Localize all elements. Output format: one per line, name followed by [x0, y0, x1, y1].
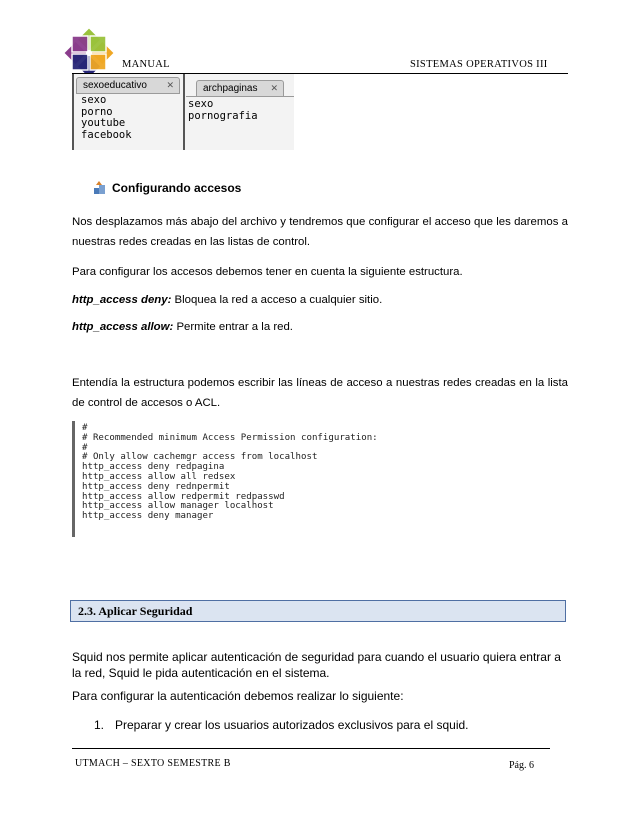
close-icon[interactable]: ✕: [270, 83, 278, 93]
list-item: sexo: [81, 94, 107, 106]
list-item: facebook: [81, 128, 132, 141]
close-icon[interactable]: ✕: [166, 80, 174, 90]
code-line: http_access deny manager: [82, 511, 214, 522]
tab-archpaginas[interactable]: [196, 80, 284, 96]
list-item: sexo: [188, 98, 214, 110]
code-line: #: [82, 442, 88, 453]
code-line: # Recommended minimum Access Permission configuration:: [82, 432, 378, 443]
header-left: MANUAL: [122, 59, 170, 70]
code-line: http_access allow all redsex: [82, 471, 236, 482]
tab-sexoeducativo[interactable]: [76, 77, 180, 93]
list-item: pornografia: [188, 109, 258, 122]
section-title: 2.3. Aplicar Seguridad: [78, 604, 193, 618]
tab-title: archpaginas: [203, 83, 258, 94]
list-archpaginas: [188, 99, 258, 122]
tab-left-border: [72, 74, 74, 150]
code-line: http_access allow manager localhost: [82, 501, 274, 512]
code-line: http_access deny redpagina: [82, 462, 225, 473]
footer-right: Pág. 6: [509, 760, 534, 771]
bullet-icon: [93, 181, 107, 195]
code-block: [82, 424, 378, 522]
body2-paragraph-1: Squid nos permite aplicar autenticación de seguridad para cuando el usuario quiera entrar a la red, Squid le pida autenticación en el sistema.: [72, 650, 561, 680]
footer-left: UTMACH – SEXTO SEMESTRE B: [75, 758, 231, 769]
list-item: porno: [81, 105, 113, 118]
list-sexoeducativo: [81, 95, 132, 141]
paragraph-3: [72, 290, 568, 310]
deny-text: Bloquea la red a acceso a cualquier sitio.: [171, 294, 383, 306]
list-item-number: 1.: [94, 718, 105, 732]
tab-title: sexoeducativo: [83, 80, 147, 91]
paragraph-2: Para configurar los accesos debemos tener en cuenta la siguiente estructura.: [72, 266, 463, 278]
header-right: SISTEMAS OPERATIVOS III: [410, 59, 548, 70]
panel-divider: [183, 74, 185, 150]
footer-rule: [72, 748, 550, 749]
list-item-text: Preparar y crear los usuarios autorizados exclusivos para el squid.: [115, 718, 469, 732]
deny-label: http_access deny:: [72, 294, 172, 306]
list-item: youtube: [81, 117, 126, 129]
paragraph-5: Entendía la estructura podemos escribir las líneas de acceso a nuestras redes creadas en la lista de control de accesos o ACL.: [72, 377, 568, 409]
code-line: http_access allow redpermit redpasswd: [82, 491, 285, 502]
code-line: #: [82, 423, 88, 433]
paragraph-1: Nos desplazamos más abajo del archivo y tendremos que configurar el acceso que les daremos a nuestras redes creadas en las listas de control.: [72, 216, 568, 248]
code-line: http_access deny rednpermit: [82, 481, 230, 492]
allow-text: Permite entrar a la red.: [173, 321, 293, 333]
section-heading: Configurando accesos: [112, 181, 242, 195]
paragraph-4: [72, 317, 568, 337]
code-line: # Only allow cachemgr access from localhost: [82, 452, 318, 463]
tab-underline: [186, 96, 294, 97]
allow-label: http_access allow:: [72, 321, 174, 333]
screenshot-lists: [72, 74, 294, 150]
section-box: [70, 600, 566, 622]
code-left-border: [72, 421, 75, 537]
body2-paragraph-2: Para configurar la autenticación debemos realizar lo siguiente:: [72, 689, 404, 703]
code-screenshot: [72, 421, 378, 537]
